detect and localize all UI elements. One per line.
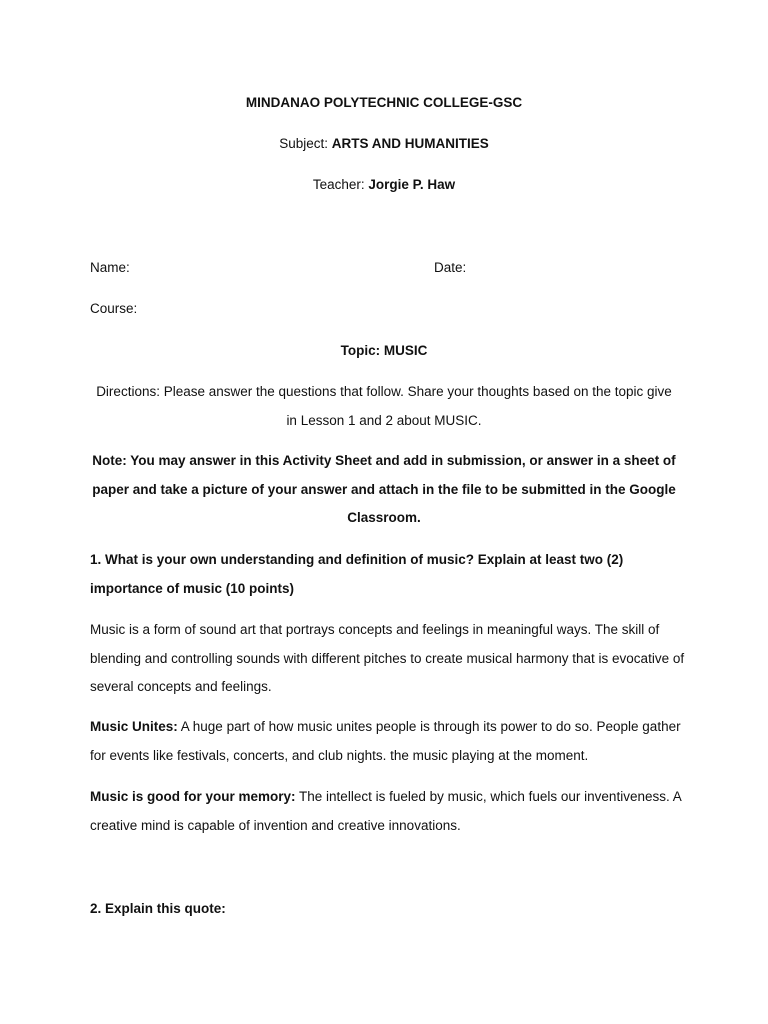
topic-label: Topic: (340, 343, 381, 358)
topic-value: MUSIC (383, 343, 428, 358)
subject-label: Subject: (279, 136, 328, 151)
teacher-value: Jorgie P. Haw (368, 177, 456, 192)
subject-line (0, 134, 768, 154)
college-name: MINDANAO POLYTECHNIC COLLEGE-GSC (245, 95, 523, 110)
note: Note: You may answer in this Activity Sheet and add in submission, or answer in a sheet of paper and take a picture of your answer and attach in the file to be submitted in the Google Classroom. (92, 453, 676, 525)
answer-1-point-1 (90, 713, 690, 770)
name-label: Name: (90, 260, 130, 275)
point-1-body: A huge part of how music unites people is through its power to do so. People gather for events like festivals, concerts, and club nights. the music playing at the moment. (90, 719, 681, 763)
teacher-label: Teacher: (312, 177, 365, 192)
answer-1-point-2 (90, 783, 690, 840)
date-label: Date: (434, 260, 467, 275)
subject-value: ARTS AND HUMANITIES (331, 136, 489, 151)
point-1-title: Music Unites: (90, 719, 178, 734)
point-2-title: Music is good for your memory: (90, 789, 296, 804)
teacher-line (0, 175, 768, 195)
course-label: Course: (90, 301, 138, 316)
directions: Directions: Please answer the questions that follow. Share your thoughts based on the topic give in Lesson 1 and 2 about MUSIC. (96, 384, 672, 428)
question-2: 2. Explain this quote: (90, 901, 226, 916)
question-1: 1. What is your own understanding and definition of music? Explain at least two (2) importance of music (10 points) (90, 552, 624, 596)
point-2-body: The intellect is fueled by music, which fuels our inventiveness. A creative mind is capable of invention and creative innovations. (90, 789, 681, 833)
answer-1-definition: Music is a form of sound art that portrays concepts and feelings in meaningful ways. The skill of blending and controlling sounds with different pitches to create musical harmony that is evocative of several concepts and feelings. (90, 622, 685, 694)
topic-line (0, 341, 768, 361)
